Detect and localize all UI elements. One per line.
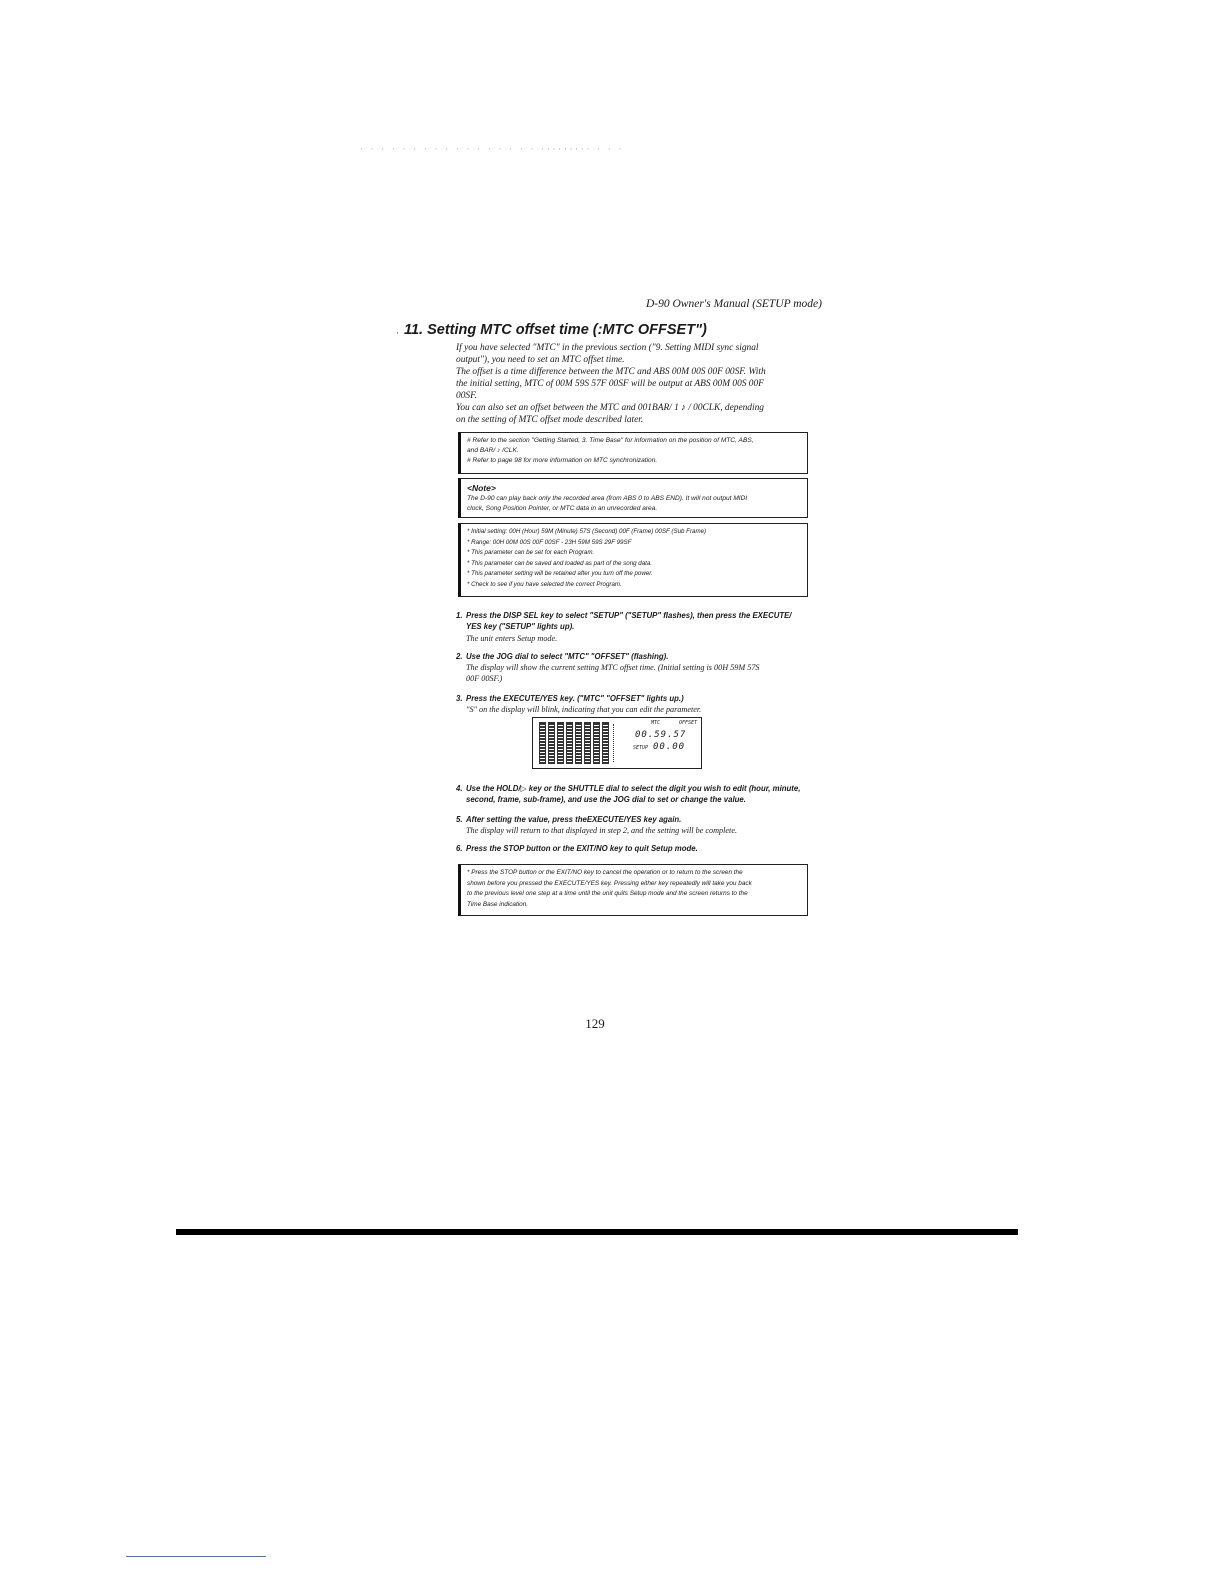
step-desc-line: 00F 00SF.) <box>466 674 503 683</box>
step-2 <box>456 651 826 662</box>
step-5-desc: The display will return to that displayed in step 2, and the setting will be complete. <box>466 826 737 835</box>
level-meter <box>557 722 564 764</box>
note-heading: <Note> <box>467 483 496 493</box>
section-title: 11. Setting MTC offset time (:MTC OFFSET") <box>404 322 707 338</box>
note-line: clock, Song Position Pointer, or MTC data in an unrecorded area. <box>467 505 658 512</box>
settings-line: * This parameter setting will be retained after you turn off the power. <box>467 570 653 577</box>
step-number: 1. <box>456 611 463 620</box>
footer-underline <box>126 1556 266 1557</box>
meter-scale <box>613 724 616 762</box>
lcd-time-row-2: 00.00 <box>653 742 686 752</box>
settings-line: * Check to see if you have selected the correct Program. <box>467 580 622 588</box>
step-text: Press the EXECUTE/YES key. ("MTC" "OFFSET" lights up.) <box>466 694 684 703</box>
intro-line: on the setting of MTC offset mode described later. <box>456 415 644 425</box>
intro-line: If you have selected "MTC" in the previous section ("9. Setting MIDI sync signal <box>456 343 759 353</box>
exit-note-line: Time Base indication. <box>467 900 529 908</box>
reference-line: and BAR/ ♪ /CLK. <box>467 447 519 454</box>
step-text: Use the HOLD/▷ key or the SHUTTLE dial to select the digit you wish to edit (hour, minute, <box>466 784 801 793</box>
step-text: second, frame, sub-frame), and use the JOG dial to set or change the value. <box>466 795 746 804</box>
lcd-time-row-1: 00.59.57 <box>635 730 687 740</box>
step-2-desc <box>466 662 826 684</box>
level-meter <box>602 722 609 764</box>
level-meter <box>593 722 600 764</box>
section-bullet: · <box>396 328 399 338</box>
note-line: The D-90 can play back only the recorded area (from ABS 0 to ABS END). It will not output MIDI <box>467 495 748 502</box>
level-meter <box>566 722 573 764</box>
step-text: Press the STOP button or the EXIT/NO key to quit Setup mode. <box>466 844 698 853</box>
intro-line: output"), you need to set an MTC offset time. <box>456 355 625 365</box>
intro-line: 00SF. <box>456 391 477 401</box>
scan-artifact-dots: · · · · · · · · · · · · · · · · · ········· · · · <box>360 145 625 154</box>
exit-note-line: * Press the STOP button or the EXIT/NO key to cancel the operation or to return to the screen the <box>467 869 743 876</box>
step-number: 6. <box>456 844 463 853</box>
step-4 <box>456 783 826 805</box>
intro-line: The offset is a time difference between the MTC and ABS 00M 00S 00F 00SF. With <box>456 367 766 377</box>
step-text: Press the DISP SEL key to select "SETUP" ("SETUP" flashes), then press the EXECUTE/ <box>466 611 792 620</box>
reference-line: # Refer to page 98 for more information on MTC synchronization. <box>467 457 658 464</box>
step-3 <box>456 693 826 704</box>
intro-line: You can also set an offset between the MTC and 001BAR/ 1 ♪ / 00CLK, depending <box>456 403 764 413</box>
level-meter <box>539 722 546 764</box>
reference-line: # Refer to the section "Getting Started, 3. Time Base" for information on the position of MTC, ABS, <box>467 437 754 444</box>
level-meter <box>575 722 582 764</box>
step-1 <box>456 610 826 632</box>
exit-note-box <box>458 864 808 916</box>
step-text: Use the JOG dial to select "MTC" "OFFSET" (flashing). <box>466 652 669 661</box>
intro-paragraph <box>456 342 820 426</box>
page-header: D-90 Owner's Manual (SETUP mode) <box>645 298 822 310</box>
lcd-display-illustration <box>532 717 702 769</box>
page-number: 129 <box>585 1016 605 1031</box>
step-number: 2. <box>456 652 463 661</box>
lcd-label-offset: OFFSET <box>679 720 698 726</box>
step-number: 3. <box>456 694 463 703</box>
lcd-label-setup: SETUP <box>633 745 649 751</box>
exit-note-line: shown before you pressed the EXECUTE/YES key. Pressing either key repeatedly will take you back <box>467 879 752 887</box>
settings-box <box>458 523 808 597</box>
step-text: After setting the value, press theEXECUTE/YES key again. <box>466 815 682 824</box>
reference-box <box>458 432 808 474</box>
level-meter <box>584 722 591 764</box>
step-desc-line: The display will show the current setting MTC offset time. (Initial setting is 00H 59M 57S <box>466 663 760 672</box>
bottom-rule <box>176 1229 1018 1235</box>
step-number: 4. <box>456 784 463 793</box>
lcd-label-mtc: MTC <box>651 720 661 726</box>
step-number: 5. <box>456 815 463 824</box>
step-3-desc: "S" on the display will blink, indicating that you can edit the parameter. <box>466 705 702 714</box>
step-5 <box>456 814 826 825</box>
exit-note-line: to the previous level one step at a time until the unit quits Setup mode and the screen returns to the <box>467 890 748 897</box>
settings-line: * Range: 00H 00M 00S 00F 00SF - 23H 59M 59S 29F 99SF <box>467 538 632 546</box>
step-1-desc: The unit enters Setup mode. <box>466 634 558 643</box>
step-6 <box>456 843 826 854</box>
step-text: YES key ("SETUP" lights up). <box>466 622 575 631</box>
settings-line: * This parameter can be set for each Program. <box>467 549 595 556</box>
settings-line: * Initial setting: 00H (Hour) 59M (Minute) 57S (Second) 00F (Frame) 00SF (Sub Frame) <box>467 528 707 535</box>
intro-line: the initial setting, MTC of 00M 59S 57F 00SF will be output at ABS 00M 00S 00F <box>456 379 764 389</box>
settings-line: * This parameter can be saved and loaded as part of the song data. <box>467 559 653 567</box>
note-box <box>458 478 808 518</box>
level-meter <box>548 722 555 764</box>
